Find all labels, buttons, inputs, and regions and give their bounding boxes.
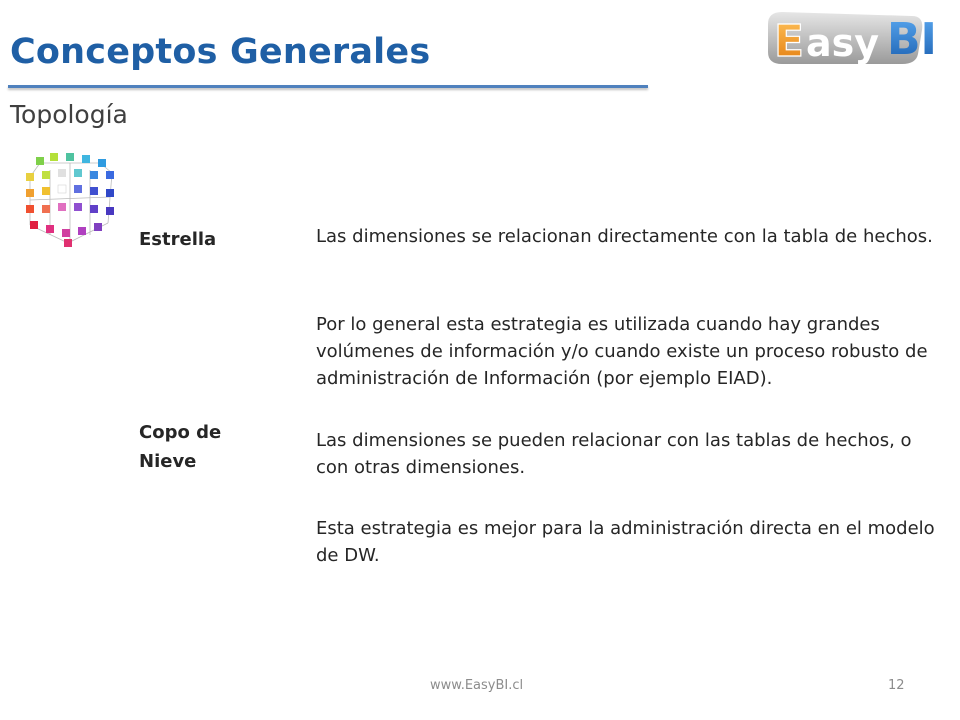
- estrella-description-2: Por lo general esta estrategia es utilizada cuando hay grandes volúmenes de información y/o cuando existe un proceso robusto de administración de Información (por ejemplo EIAD).: [316, 314, 928, 389]
- footer-url: www.EasyBI.cl: [430, 678, 524, 693]
- slide-title: Conceptos Generales: [10, 32, 431, 72]
- svg-text:asy: asy: [806, 21, 880, 65]
- slide-subtitle: Topología: [10, 100, 128, 129]
- cube-network-image: [20, 145, 120, 250]
- estrella-description-1: Las dimensiones se relacionan directamente con la tabla de hechos.: [316, 226, 933, 247]
- topology-label-estrella: Estrella: [139, 229, 217, 250]
- easybi-logo-graphic: [762, 2, 947, 72]
- topology-label-copo-de-nieve: Copo de Nieve: [139, 422, 222, 472]
- svg-text:BI: BI: [887, 14, 937, 65]
- cube-network-graphic: [20, 145, 120, 250]
- copo-description-2: Esta estrategia es mejor para la administración directa en el modelo de DW.: [316, 518, 935, 566]
- copo-description-1: Las dimensiones se pueden relacionar con las tablas de hechos, o con otras dimensiones.: [316, 430, 912, 478]
- page-number: 12: [888, 678, 905, 693]
- svg-text:E: E: [774, 16, 805, 67]
- easybi-logo: [762, 2, 947, 72]
- title-divider: [8, 85, 648, 88]
